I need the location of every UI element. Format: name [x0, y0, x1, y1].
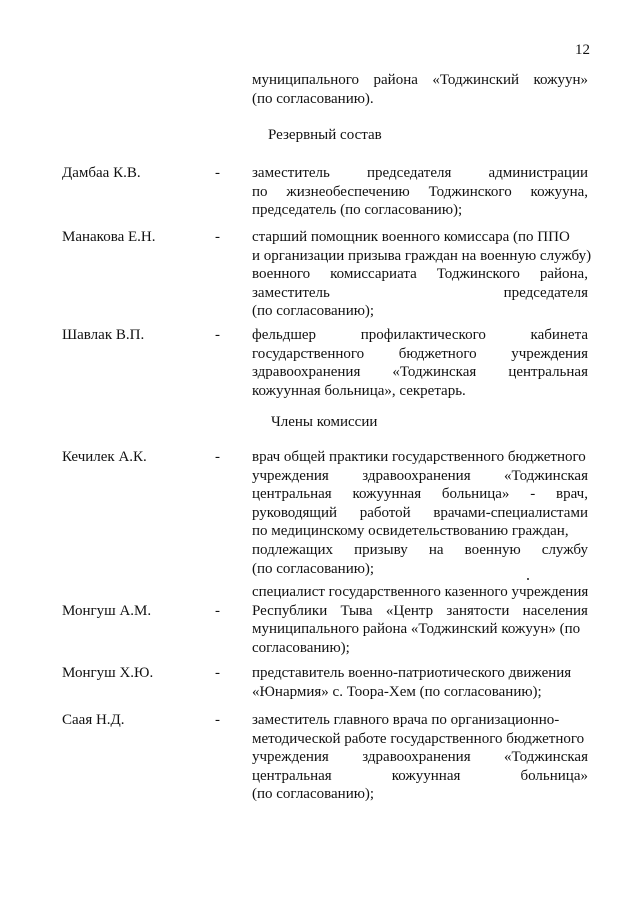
text-line: [252, 504, 588, 522]
person-name: Дамбаа К.В.: [62, 165, 141, 181]
text-line: [252, 71, 588, 89]
dash-separator: -: [215, 165, 220, 181]
text-word: бюджетного: [398, 345, 477, 362]
text-word: председатель (по согласованию);: [252, 202, 463, 219]
text-word: руководящий: [252, 504, 338, 521]
text-word: комиссариата: [330, 266, 417, 283]
text-line: [252, 467, 588, 485]
person-name: Манакова Е.Н.: [62, 229, 156, 245]
text-line: [252, 683, 542, 701]
text-word: заместитель: [252, 165, 330, 181]
dash-separator: -: [215, 665, 220, 681]
text-line: [252, 620, 580, 638]
dash-separator: -: [215, 229, 220, 245]
person-name: Кечилек А.К.: [62, 449, 147, 465]
text-word: Тоджинского: [436, 266, 520, 283]
text-word: учреждения: [252, 749, 329, 766]
text-word: учреждения: [252, 467, 329, 484]
text-word: службу: [541, 542, 588, 558]
text-word: врач,: [556, 486, 588, 503]
text-line: [252, 583, 588, 601]
text-word: кабинета: [530, 327, 588, 343]
text-word: председателя: [503, 284, 588, 301]
text-word: Тоджинского: [428, 183, 512, 200]
text-line: [252, 345, 588, 363]
text-line: [252, 363, 588, 381]
text-line: [252, 183, 588, 201]
text-word: согласованию);: [252, 639, 350, 656]
scan-dot: [527, 578, 529, 580]
text-word: профилактического: [360, 327, 486, 343]
text-word: Республики: [252, 602, 328, 619]
text-word: заместитель: [252, 284, 330, 301]
text-word: центральная: [508, 364, 588, 381]
text-line: [252, 228, 570, 246]
text-word: специалист государственного казенного учреждения: [252, 584, 589, 600]
text-word: (по согласованию);: [252, 303, 375, 320]
members-heading: Члены комиссии: [271, 414, 378, 430]
text-word: муниципального: [252, 72, 360, 88]
text-word: учреждения: [511, 345, 588, 362]
text-line: [252, 767, 588, 785]
text-line: [252, 302, 374, 320]
text-word: Тыва: [340, 602, 373, 619]
text-word: кожуун»: [533, 72, 588, 88]
text-word: -: [530, 486, 536, 503]
text-word: (по согласованию);: [252, 560, 375, 577]
text-line: [252, 247, 591, 265]
text-word: председателя: [366, 165, 452, 181]
text-word: врач общей практики государственного бюджетного: [252, 449, 586, 465]
text-word: военную: [464, 542, 521, 558]
text-word: больница»: [520, 767, 588, 784]
dash-separator: -: [215, 327, 220, 343]
text-line: [252, 284, 588, 302]
text-line: [252, 522, 569, 540]
dash-separator: -: [215, 602, 220, 619]
text-word: и организации призыва граждан на военную службу): [252, 247, 592, 264]
text-word: методической работе государственного бюджетного: [252, 730, 585, 747]
text-word: работой: [359, 504, 411, 521]
text-word: фельдшер: [252, 327, 317, 343]
text-line: [252, 602, 588, 620]
page-number: 12: [575, 42, 590, 58]
dash-separator: -: [215, 449, 220, 465]
text-line: [252, 485, 588, 503]
person-name: Шавлак В.П.: [62, 327, 145, 343]
text-word: подлежащих: [252, 542, 333, 558]
text-line: [252, 664, 571, 682]
text-line: [252, 748, 588, 766]
text-line: [252, 265, 588, 283]
text-word: по медицинскому освидетельствованию граждан,: [252, 523, 569, 540]
text-line: [252, 90, 374, 108]
text-word: заместитель главного врача по организационно-: [252, 712, 560, 728]
text-word: (по согласованию);: [252, 786, 375, 803]
text-line: [252, 560, 374, 578]
text-line: [252, 164, 588, 182]
text-line: [252, 711, 559, 729]
text-word: центральная: [252, 767, 332, 784]
text-word: кожуунная: [391, 767, 461, 784]
text-word: района: [373, 72, 418, 88]
text-word: кожуунная: [352, 486, 422, 503]
text-word: врачами-специалистами: [433, 504, 588, 521]
text-word: «Тоджинская: [504, 749, 588, 766]
person-name: Монгуш А.М.: [62, 602, 152, 619]
text-word: государственного: [252, 345, 365, 362]
text-line: [252, 326, 588, 344]
text-word: призыву: [354, 542, 408, 558]
text-line: [252, 785, 374, 803]
text-word: населения: [522, 602, 588, 619]
text-word: больница»: [441, 486, 510, 503]
dash-separator: -: [215, 712, 220, 728]
text-word: на: [428, 542, 444, 558]
reserve-heading: Резервный состав: [268, 127, 382, 143]
text-word: кожуунная больница», секретарь.: [252, 382, 466, 399]
text-line: [252, 201, 462, 219]
text-word: здравоохранения: [362, 467, 471, 484]
text-word: «Тоджинский: [432, 72, 519, 88]
text-word: по: [252, 183, 268, 200]
text-word: представитель военно-патриотического движения: [252, 665, 572, 681]
text-word: военного: [252, 266, 311, 283]
text-line: [252, 730, 584, 748]
text-word: муниципального района «Тоджинский кожуун» (по: [252, 621, 581, 638]
text-word: жизнеобеспечению: [286, 183, 410, 200]
text-word: «Юнармия» с. Тоора-Хем (по согласованию);: [252, 683, 542, 700]
text-line: [252, 382, 466, 400]
text-word: старший помощник военного комиссара (по ППО: [252, 229, 570, 245]
text-word: (по согласованию).: [252, 90, 374, 107]
text-line: [252, 639, 350, 657]
text-word: района,: [539, 266, 588, 283]
text-word: кожууна,: [530, 183, 588, 200]
text-word: центральная: [252, 486, 332, 503]
text-word: здравоохранения: [252, 364, 361, 381]
text-word: «Тоджинская: [392, 364, 477, 381]
text-word: администрации: [488, 165, 588, 181]
text-word: занятости: [446, 602, 510, 619]
text-line: [252, 541, 588, 559]
text-word: «Тоджинская: [504, 467, 588, 484]
text-line: [252, 448, 586, 466]
text-word: «Центр: [385, 602, 434, 619]
text-word: здравоохранения: [362, 749, 471, 766]
person-name: Саая Н.Д.: [62, 712, 125, 728]
person-name: Монгуш Х.Ю.: [62, 665, 154, 681]
